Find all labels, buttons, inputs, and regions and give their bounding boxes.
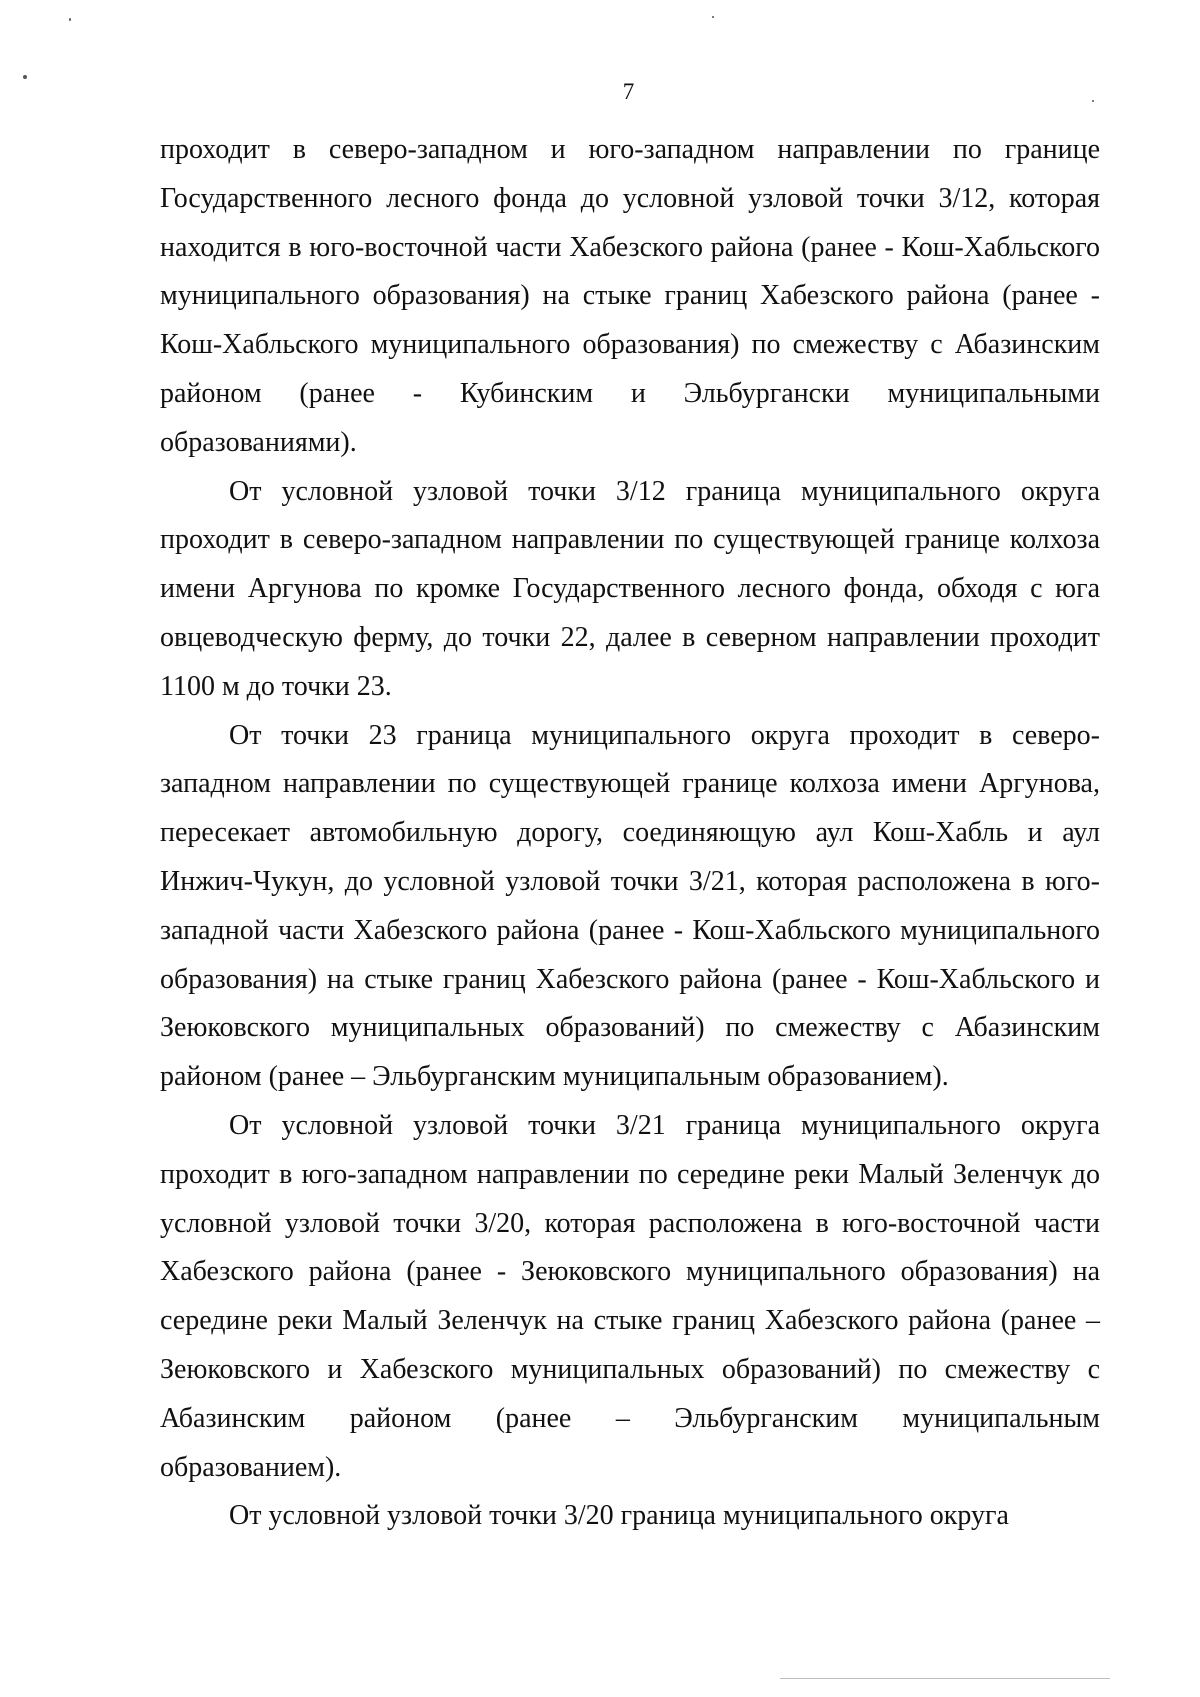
paragraph-continuation: проходит в северо-западном и юго-западном направлении по границе Государственного лесного фонда до условной узловой точки 3/12, которая находится в юго-восточной части Хабезского района (ранее - Кош-Хабльского муниципального образования) на стыке границ Хабезского района (ранее - Кош-Хабльского муниципального образования) по смежеству с Абазинским районом (ранее - Кубинским и Эльбургански муниципальными образованиями).: [160, 134, 1100, 458]
paragraph-continued: От условной узловой точки 3/20 граница муниципального округа: [229, 1500, 1009, 1532]
paragraph: От точки 23 граница муниципального округа проходит в северо-западном направлении по существующей границе колхоза имени Аргунова, пересекает автомобильную дорогу, соединяющую аул Кош-Хабль и аул Инжич-Чукун, до условной узловой точки 3/21, которая расположена в юго-западной части Хабезского района (ранее - Кош-Хабльского муниципального образования) на стыке границ Хабезского района (ранее - Кош-Хабльского и Зеюковского муниципальных образований) по смежеству с Абазинским районом (ранее – Эльбурганским муниципальным образованием).: [160, 719, 1100, 1093]
document-body: [160, 126, 1100, 1541]
paragraph: От условной узловой точки 3/12 граница муниципального округа проходит в северо-западном направлении по существующей границе колхоза имени Аргунова по кромке Государственного лесного фонда, обходя с юга овцеводческую ферму, до точки 22, далее в северном направлении проходит 1100 м до точки 23.: [160, 475, 1100, 702]
paragraph: От условной узловой точки 3/21 граница муниципального округа проходит в юго-западном направлении по середине реки Малый Зеленчук до условной узловой точки 3/20, которая расположена в юго-восточной части Хабезского района (ранее - Зеюковского муниципального образования) на середине реки Малый Зеленчук на стыке границ Хабезского района (ранее – Зеюковского и Хабезского муниципальных образований) по смежеству с Абазинским районом (ранее – Эльбурганским муниципальным образованием).: [160, 1109, 1100, 1483]
scan-edge-line: [780, 1678, 1110, 1679]
page-number: 7: [622, 79, 635, 104]
scan-speck: [69, 18, 71, 21]
scan-speck: [712, 16, 714, 18]
